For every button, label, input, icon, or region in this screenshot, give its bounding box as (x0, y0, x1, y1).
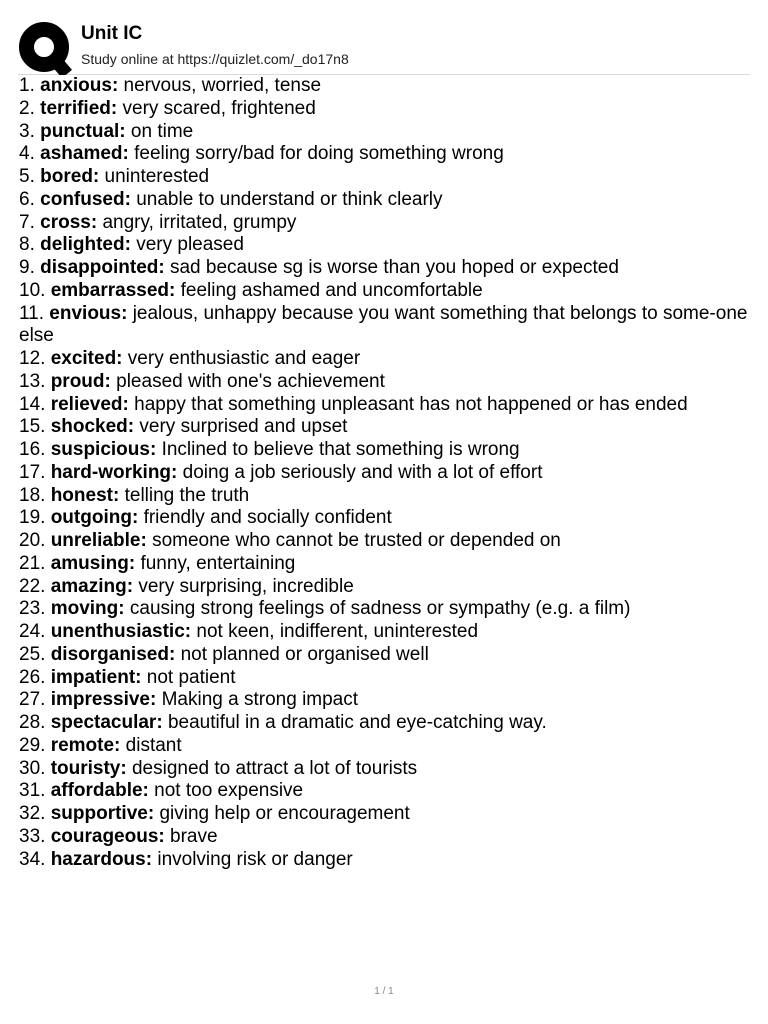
term-item (19, 371, 751, 394)
term-number: 26. (19, 666, 46, 688)
term-item (19, 667, 751, 690)
term-item (19, 280, 751, 303)
term-item (19, 98, 751, 121)
term-definition: unable to understand or think clearly (136, 188, 443, 210)
term-definition: feeling sorry/bad for doing something wrong (134, 143, 504, 165)
term-number: 34. (19, 848, 46, 870)
term-word: unenthusiastic: (50, 621, 192, 642)
page-header (18, 20, 750, 75)
term-word: envious: (49, 302, 128, 324)
term-item (19, 348, 751, 371)
term-definition: involving risk or danger (157, 848, 353, 870)
term-word: supportive: (50, 803, 155, 824)
term-definition: happy that something unpleasant has not happened or has ended (134, 393, 688, 415)
term-number: 12. (19, 348, 46, 369)
term-word: terrified: (40, 97, 118, 119)
term-definition: not patient (146, 666, 236, 688)
term-number: 16. (19, 439, 46, 460)
term-word: punctual: (40, 120, 126, 142)
term-number: 2. (19, 97, 35, 119)
page-title: Unit IC (81, 23, 143, 44)
term-number: 27. (19, 689, 46, 711)
term-word: impressive: (50, 689, 157, 711)
term-number: 7. (19, 211, 35, 233)
term-item (19, 166, 751, 189)
term-number: 10. (19, 279, 46, 301)
term-definition: Making a strong impact (161, 689, 359, 711)
term-item (19, 507, 751, 530)
term-definition: not too expensive (154, 780, 304, 802)
term-number: 32. (19, 803, 46, 824)
term-definition: causing strong feelings of sadness or sympathy (e.g. a film) (129, 598, 631, 620)
term-item (19, 689, 751, 712)
term-number: 23. (19, 598, 46, 620)
term-list (19, 75, 751, 871)
term-number: 9. (19, 257, 35, 278)
term-word: amusing: (50, 552, 136, 574)
term-word: disappointed: (40, 257, 165, 278)
term-number: 15. (19, 416, 46, 438)
term-word: unreliable: (50, 530, 147, 551)
term-definition: not planned or organised well (180, 643, 429, 665)
term-item (19, 712, 751, 735)
term-word: shocked: (50, 416, 135, 438)
term-item (19, 621, 751, 644)
term-number: 11. (19, 302, 45, 324)
term-word: anxious: (40, 75, 119, 96)
term-item (19, 485, 751, 508)
term-item (19, 803, 751, 826)
term-definition: feeling ashamed and uncomfortable (180, 279, 483, 301)
term-number: 24. (19, 621, 46, 642)
term-definition: very enthusiastic and eager (127, 348, 361, 369)
term-item (19, 758, 751, 781)
term-definition: doing a job seriously and with a lot of effort (182, 461, 543, 483)
term-item (19, 644, 751, 667)
term-number: 25. (19, 643, 46, 665)
term-definition: giving help or encouragement (159, 803, 410, 824)
term-number: 20. (19, 530, 46, 551)
term-definition: brave (170, 825, 218, 847)
term-word: ashamed: (40, 143, 129, 165)
term-item (19, 735, 751, 758)
term-word: suspicious: (50, 439, 157, 460)
term-definition: jealous, unhappy because you want something that belongs to some-one else (19, 302, 748, 347)
term-word: touristy: (50, 757, 127, 779)
quizlet-q-logo (18, 21, 72, 75)
term-item (19, 234, 751, 257)
term-word: hard-working: (50, 461, 178, 483)
term-number: 22. (19, 575, 46, 597)
term-word: affordable: (50, 780, 149, 802)
term-definition: funny, entertaining (140, 552, 296, 574)
term-definition: someone who cannot be trusted or depended on (152, 530, 561, 551)
term-definition: uninterested (104, 166, 210, 187)
term-definition: Inclined to believe that something is wrong (161, 439, 520, 460)
term-item (19, 75, 751, 98)
term-word: excited: (50, 348, 123, 369)
term-word: spectacular: (50, 712, 163, 733)
term-definition: very pleased (136, 234, 244, 256)
term-definition: friendly and socially confident (143, 507, 392, 529)
term-number: 17. (19, 461, 46, 483)
term-word: embarrassed: (50, 279, 176, 301)
term-item (19, 121, 751, 144)
term-number: 29. (19, 734, 46, 756)
term-word: cross: (40, 211, 98, 233)
term-word: relieved: (50, 393, 129, 415)
term-word: delighted: (40, 234, 131, 256)
term-definition: telling the truth (124, 484, 250, 506)
term-definition: not keen, indifferent, uninterested (196, 621, 479, 642)
term-number: 5. (19, 166, 35, 187)
term-number: 13. (19, 370, 46, 392)
term-number: 21. (19, 552, 46, 574)
term-definition: designed to attract a lot of tourists (131, 757, 418, 779)
term-item (19, 462, 751, 485)
term-item (19, 394, 751, 417)
term-item (19, 780, 751, 803)
term-word: amazing: (50, 575, 134, 597)
term-item (19, 530, 751, 553)
term-item (19, 257, 751, 280)
term-number: 6. (19, 188, 35, 210)
term-word: proud: (50, 370, 111, 392)
term-number: 3. (19, 120, 35, 142)
term-definition: nervous, worried, tense (123, 75, 322, 96)
term-item (19, 598, 751, 621)
term-definition: angry, irritated, grumpy (102, 211, 297, 233)
term-word: hazardous: (50, 848, 153, 870)
term-number: 30. (19, 757, 46, 779)
term-word: moving: (50, 598, 125, 620)
term-number: 31. (19, 780, 46, 802)
term-definition: sad because sg is worse than you hoped or expected (169, 257, 619, 278)
term-definition: pleased with one's achievement (116, 370, 385, 392)
term-item (19, 576, 751, 599)
term-definition: very scared, frightened (122, 97, 316, 119)
term-item (19, 143, 751, 166)
term-number: 28. (19, 712, 46, 733)
term-word: bored: (40, 166, 100, 187)
term-item (19, 212, 751, 235)
term-word: disorganised: (50, 643, 176, 665)
term-number: 8. (19, 234, 35, 256)
term-item (19, 439, 751, 462)
term-definition: very surprising, incredible (138, 575, 354, 597)
term-item (19, 416, 751, 439)
term-number: 1. (19, 75, 35, 96)
term-definition: very surprised and upset (139, 416, 348, 438)
term-item (19, 849, 751, 872)
term-item (19, 189, 751, 212)
term-number: 19. (19, 507, 46, 529)
term-definition: on time (130, 120, 194, 142)
term-word: outgoing: (50, 507, 139, 529)
term-item (19, 553, 751, 576)
term-number: 4. (19, 143, 35, 165)
term-number: 18. (19, 484, 46, 506)
term-number: 14. (19, 393, 46, 415)
term-number: 33. (19, 825, 46, 847)
term-word: impatient: (50, 666, 142, 688)
term-word: honest: (50, 484, 120, 506)
page-indicator: 1 / 1 (374, 986, 394, 997)
study-online-link[interactable]: Study online at https://quizlet.com/_do17n8 (81, 51, 349, 67)
term-item (19, 303, 751, 349)
term-definition: beautiful in a dramatic and eye-catching way. (167, 712, 547, 733)
term-word: confused: (40, 188, 131, 210)
term-item (19, 826, 751, 849)
term-word: courageous: (50, 825, 165, 847)
term-definition: distant (125, 734, 182, 756)
term-word: remote: (50, 734, 121, 756)
